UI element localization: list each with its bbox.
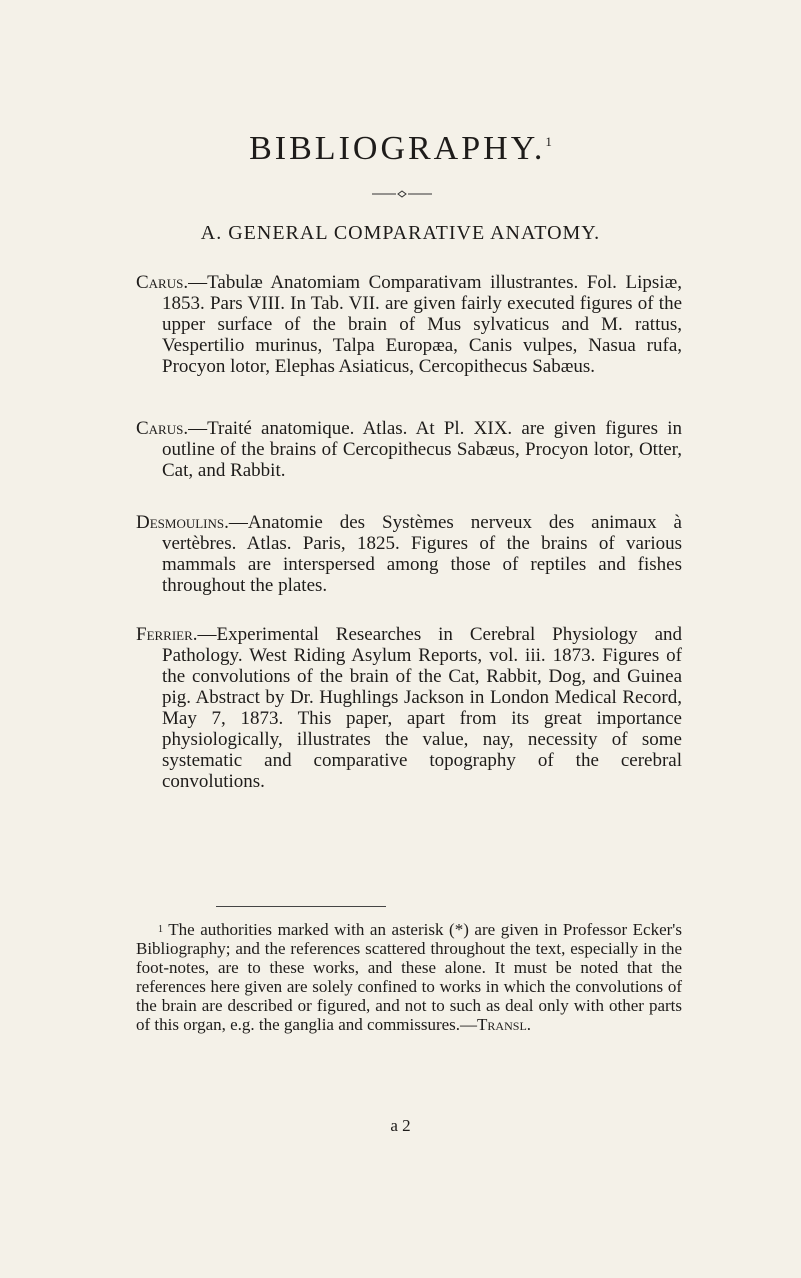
entry-author: Ferrier. [136,624,198,645]
footnote-rule [216,906,386,907]
footnote [136,920,682,1034]
page-signature: a 2 [390,1116,411,1135]
footnote-number: 1 [158,924,163,935]
entry-text: —Traité anatomique. Atlas. At Pl. XIX. are given figures in outline of the brains of Cercopithecus Sabæus, Procyon lotor, Otter, Cat, and Rabbit. [162,418,682,481]
bibliography-entry [136,418,682,481]
footnote-text: The authorities marked with an asterisk (*) are given in Professor Ecker's Bibliography; and the references scattered throughout the text, especially in the foot-notes, are to these works, and these alone. It must be noted that the references here given are solely confined to works in which the convolutions of the brain are described or figured, and not to such as deal only with other parts of this organ, e.g. the ganglia and commissures.— [136,920,682,1034]
footnote-marker: 1 [545,134,552,149]
bibliography-entry [136,512,682,596]
bibliography-entry [136,624,682,792]
page-title [0,130,801,168]
entry-text: —Experimental Researches in Cerebral Physiology and Pathology. West Riding Asylum Reports, vol. iii. 1873. Figures of the convolutions of the brain of the Cat, Rabbit, Dog, and Guinea pig. Abstract by Dr. Hughlings Jackson in London Medical Record, May 7, 1873. This paper, apart from its great importance physiologically, illustrates the value, nay, necessity of some systematic and comparative topography of the cerebral convolutions. [162,624,682,792]
entry-author: Desmoulins. [136,512,229,533]
ornament-divider [372,190,432,198]
title-text: BIBLIOGRAPHY. [249,130,546,167]
entry-text: —Anatomie des Systèmes nerveux des animaux à vertèbres. Atlas. Paris, 1825. Figures of the brains of various mammals are interspersed among those of reptiles and fishes throughout the plates. [162,512,682,596]
entry-text: —Tabulæ Anatomiam Comparativam illustrantes. Fol. Lipsiæ, 1853. Pars VIII. In Tab. VII. are given fairly executed figures of the upper surface of the brain of Mus sylvaticus and M. rattus, Vespertilio murinus, Talpa Europæa, Canis vulpes, Nasua rufa, Procyon lotor, Elephas Asiaticus, Cercopithecus Sabæus. [162,272,682,377]
bibliography-entry [136,272,682,377]
entry-author: Carus. [136,272,189,293]
section-heading: A. GENERAL COMPARATIVE ANATOMY. [200,222,601,244]
entry-author: Carus. [136,418,189,439]
footnote-signature: Transl. [477,1015,532,1034]
